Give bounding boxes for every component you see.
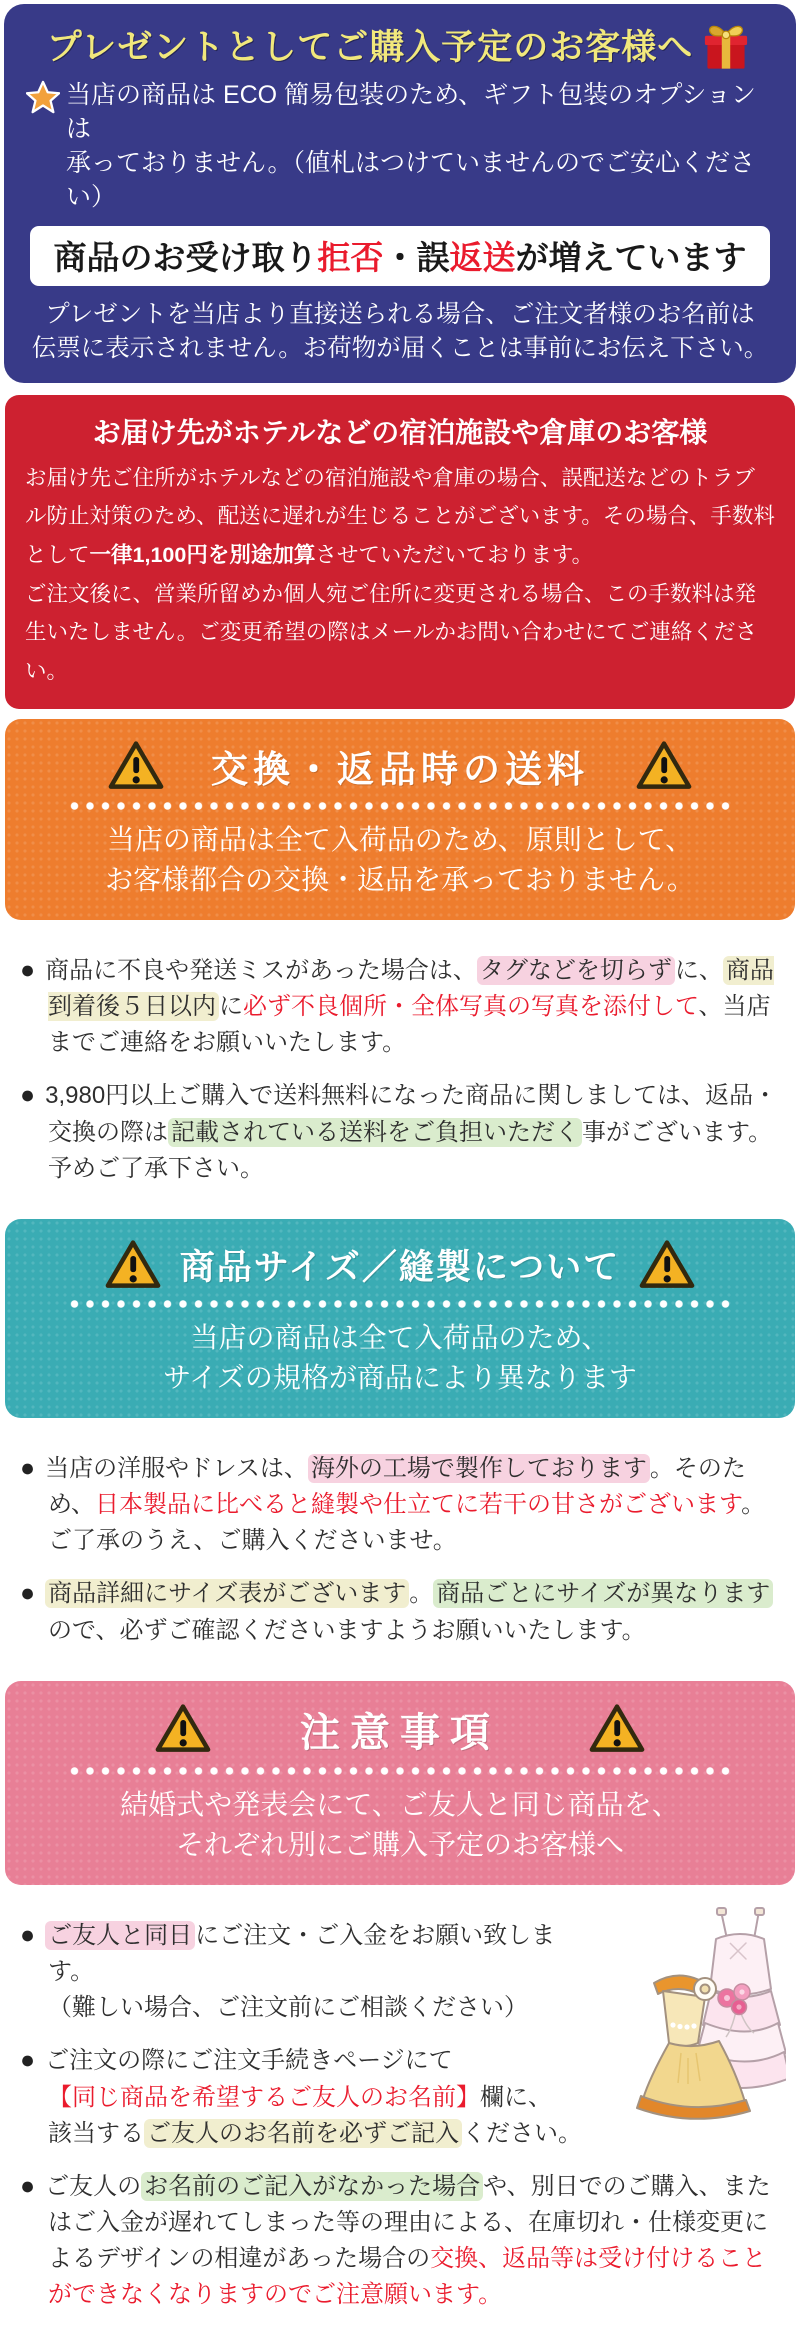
dotted-divider	[65, 1299, 735, 1309]
caution-section-title: 注意事項	[300, 1710, 500, 1755]
note-overseas-factory	[18, 1450, 782, 1560]
dotted-divider	[65, 801, 735, 811]
note-no-name-consequence	[18, 2168, 782, 2314]
note-text: ご注文の際にご注文手続きページにて 【同じ商品を希望するご友人のお名前】欄に、 該当する ご友人のお名前を必ずご記入 ください。	[45, 2047, 582, 2147]
size-line-2: サイズの規格が商品により異なります	[163, 1362, 637, 1394]
exchange-line-2: お客様都合の交換・返品を承っておりません。	[105, 864, 695, 896]
warning-icon	[104, 1239, 162, 1291]
exchange-title-row	[5, 739, 795, 793]
eco-packaging-note	[26, 78, 776, 214]
bullet-icon: ●	[20, 1579, 36, 1608]
bullet-icon: ●	[20, 1453, 36, 1482]
gift-title-text: プレゼントとしてご購入予定のお客様へ	[46, 28, 694, 67]
bullet-icon: ●	[20, 2046, 36, 2075]
size-title-row	[5, 1239, 795, 1291]
bullet-icon: ●	[20, 2171, 36, 2200]
exchange-section-title: 交換・返品時の送料	[211, 748, 589, 790]
caution-line-1: 結婚式や発表会にて、ご友人と同じ商品を、	[120, 1788, 680, 1820]
dotted-divider	[65, 1766, 735, 1776]
note-text: 商品詳細にサイズ表がございます 。 商品ごとにサイズが異なりますので、必ずご確認くださいますようお願いいたします。	[45, 1579, 773, 1644]
caution-line-2: それぞれ別にご購入予定のお客様へ	[175, 1829, 624, 1861]
notes-group-3	[14, 1901, 786, 2330]
warning-icon	[154, 1703, 212, 1755]
star-icon	[26, 80, 60, 114]
notes-group-1	[14, 936, 786, 1203]
note-defect-report	[18, 952, 782, 1062]
note-text: 3,980円以上ご購入で送料無料になった商品に関しましては、返品・交換の際は 記載されている送料をご負担いただく 事がございます。予めご了承下さい。	[45, 1082, 778, 1182]
warning-icon	[635, 740, 693, 792]
hotel-paragraph-2: ご注文後に、営業所留めか個人宛ご住所に変更される場合、この手数料は発生いたしません。ご変更希望の際はメールかお問い合わせにてご連絡ください。	[25, 581, 757, 684]
note-size-chart	[18, 1575, 782, 1649]
warning-icon	[588, 1703, 646, 1755]
bullet-icon: ●	[20, 1920, 36, 1949]
gift-icon	[699, 18, 753, 72]
caution-section	[5, 1681, 795, 1885]
receipt-refusal-banner: 商品のお受け取り拒否・誤返送が増えています	[30, 226, 770, 286]
size-line-1: 当店の商品は全て入荷品のため、	[190, 1321, 610, 1353]
note-text: 当店の洋服やドレスは、 海外の工場で製作しております 。そのため、日本製品に比べると縫製や仕立てに若干の甘さがございます。ご了承のうえ、ご購入くださいませ。	[45, 1454, 766, 1555]
gift-footer-note: プレゼントを当店より直接送られる場合、ご注文者様のお名前は 伝票に表示されません。お荷物が届くことは事前にお伝え下さい。	[31, 301, 769, 363]
warning-icon	[638, 1239, 696, 1291]
size-section-title: 商品サイズ／縫製について	[179, 1247, 621, 1287]
note-text: ご友人の お名前のご記入がなかった場合 や、別日でのご購入、またはご入金が遅れてしまった等の理由による、在庫切れ・仕様変更によるデザインの相違があった場合の交換、返品等は受け付けることができなくなりますのでご注意願います。	[45, 2172, 771, 2309]
dress-illustration	[608, 1903, 786, 2121]
bullet-icon: ●	[20, 1081, 36, 1110]
hotel-delivery-section	[5, 395, 795, 709]
exchange-shipping-section	[5, 719, 795, 920]
size-sewing-section	[5, 1219, 795, 1418]
note-text: 商品に不良や発送ミスがあった場合は、 タグなどを切らず に、 商品到着後５日以内 に必ず不良個所・全体写真の写真を添付して、当店までご連絡をお願いいたします。	[45, 956, 774, 1057]
caution-title-row	[5, 1701, 795, 1758]
note-free-shipping-return	[18, 1077, 782, 1187]
eco-note-text: 当店の商品は ECO 簡易包装のため、ギフト包装のオプションは 承っておりません。（値札はつけていませんのでご安心ください）	[66, 81, 756, 211]
bullet-icon: ●	[20, 955, 36, 984]
note-text: ご友人と同日 にご注文・ご入金をお願い致します。 （難しい場合、ご注文前にご相談ください）	[45, 1921, 555, 2022]
hotel-paragraph-1: お届け先ご住所がホテルなどの宿泊施設や倉庫の場合、誤配送などのトラブル防止対策のため、配送に遅れが生じることがございます。その場合、手数料として一律1,100円を別途加算させていただいております。	[25, 465, 775, 567]
exchange-line-1: 当店の商品は全て入荷品のため、原則として、	[106, 823, 694, 855]
hotel-section-heading: お届け先がホテルなどの宿泊施設や倉庫のお客様	[92, 416, 708, 448]
gift-section-title	[4, 18, 796, 72]
notes-group-2	[14, 1434, 786, 1665]
gift-notice-section	[4, 4, 796, 383]
warning-icon	[107, 740, 165, 792]
